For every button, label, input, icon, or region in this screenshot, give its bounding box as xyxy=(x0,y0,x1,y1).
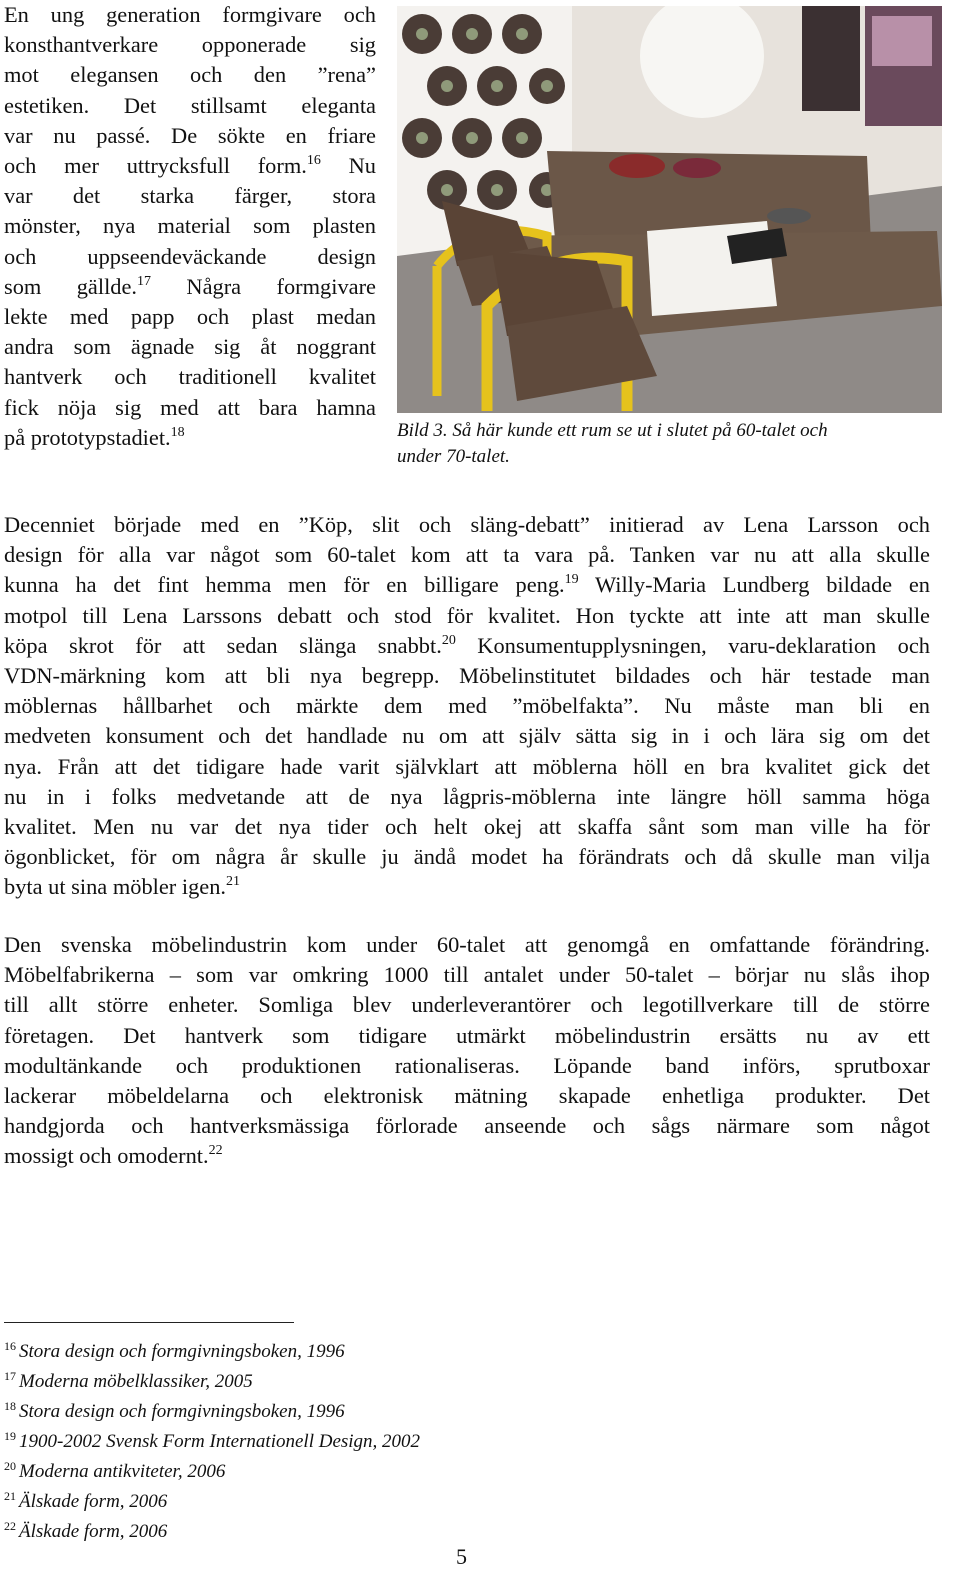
line-text-continued: Nu xyxy=(320,153,376,179)
line-text: kunna ha det fint hemma men för en billigare peng. xyxy=(4,572,565,598)
line-text: handgjorda och hantverksmässiga förlorade anseende och sågs närmare som något xyxy=(4,1113,930,1139)
line-text: till allt större enheter. Somliga blev underleverantörer och legotillverkare till de större xyxy=(4,992,930,1018)
room-photo xyxy=(397,6,942,413)
text-line xyxy=(4,1111,930,1141)
line-text: Den svenska möbelindustrin kom under 60-talet att genomgå en omfattande förändring. xyxy=(4,932,930,957)
footnote-number: 20 xyxy=(4,1459,16,1473)
text-line xyxy=(4,960,930,990)
footnote-source: Älskade form, 2006 xyxy=(19,1521,168,1542)
text-line xyxy=(4,752,930,782)
text-line xyxy=(4,1141,930,1171)
footnote-source: Stora design och formgivningsboken, 1996 xyxy=(19,1341,345,1362)
text-line xyxy=(4,812,930,842)
footnote-reference: 16 xyxy=(306,153,321,169)
text-line xyxy=(4,661,930,691)
text-line xyxy=(4,691,930,721)
text-line xyxy=(4,91,376,121)
line-text: En ung generation formgivare och xyxy=(4,2,376,27)
line-text: köpa skrot för att sedan slänga snabbt. xyxy=(4,632,442,658)
line-text: nu in i folks medvetande att de nya lågpris-möblerna inte längre höll samma höga xyxy=(4,783,930,809)
text-line xyxy=(4,782,930,812)
line-text: på prototypstadiet. xyxy=(4,424,171,450)
text-line xyxy=(4,302,376,332)
caption-line: under 70-talet. xyxy=(397,446,510,467)
footnote-reference: 22 xyxy=(208,1143,223,1159)
footnote-number: 21 xyxy=(4,1489,16,1503)
footnote-source: Moderna antikviteter, 2006 xyxy=(19,1461,226,1482)
line-text: VDN-märkning kom att bli nya begrepp. Möbelinstitutet bildades och här testade man xyxy=(4,663,930,689)
footnote-item xyxy=(4,1394,420,1424)
text-line xyxy=(4,121,376,151)
figure-caption xyxy=(397,418,937,470)
line-text: ögonblicket, för om några år skulle ju ändå modet ha förändrats och då skulle man vilja xyxy=(4,844,930,870)
footnote-item xyxy=(4,1424,420,1454)
line-text: mönster, nya material som plasten xyxy=(4,213,376,239)
footnote-source: Stora design och formgivningsboken, 1996 xyxy=(19,1401,345,1422)
text-line xyxy=(4,332,376,362)
text-line xyxy=(4,601,930,631)
text-line xyxy=(4,631,930,661)
text-line xyxy=(4,990,930,1020)
line-text: möblernas hållbarhet och märkte dem med ”möbelfakta”. Nu måste man bli en xyxy=(4,693,930,719)
line-text-continued: Willy-Maria Lundberg bildade en xyxy=(578,572,930,598)
text-line xyxy=(4,510,930,540)
room-photo-illustration xyxy=(397,6,942,413)
line-text: kvalitet. Men nu var det nya tider och helt okej att skaffa sånt som man ville ha för xyxy=(4,814,930,840)
footnote-source: Älskade form, 2006 xyxy=(19,1491,168,1512)
footnote-source: 1900-2002 Svensk Form Internationell Design, 2002 xyxy=(19,1431,421,1452)
text-line xyxy=(4,842,930,872)
line-text: hantverk och traditionell kvalitet xyxy=(4,364,376,390)
footnote-item xyxy=(4,1454,420,1484)
line-text: var nu passé. De sökte en friare xyxy=(4,122,376,148)
intro-paragraph xyxy=(4,0,376,453)
line-text: konsthantverkare opponerade sig xyxy=(4,32,376,58)
text-line xyxy=(4,242,376,272)
page-number: 5 xyxy=(456,1544,467,1569)
line-text: fick nöja sig med att bara hamna xyxy=(4,394,376,420)
text-line xyxy=(4,272,376,302)
footnote-item xyxy=(4,1334,420,1364)
footnote-number: 17 xyxy=(4,1369,16,1383)
footnote-source: Moderna möbelklassiker, 2005 xyxy=(19,1371,253,1392)
text-line xyxy=(4,872,930,902)
text-line xyxy=(4,423,376,453)
text-line xyxy=(4,1051,930,1081)
line-text: och mer uttrycksfull form. xyxy=(4,153,307,179)
text-line xyxy=(4,211,376,241)
line-text: modultänkande och produktionen rationaliseras. Löpande band införs, sprutboxar xyxy=(4,1052,930,1078)
footnote-reference: 19 xyxy=(564,572,579,588)
footnote-item xyxy=(4,1514,420,1544)
text-line xyxy=(4,151,376,181)
line-text-continued: Konsumentupplysningen, varu-deklaration och xyxy=(455,632,930,658)
text-line xyxy=(4,540,930,570)
line-text: andra som ägnade sig åt noggrant xyxy=(4,334,376,360)
line-text: var det starka färger, stora xyxy=(4,183,376,209)
footnote-item xyxy=(4,1364,420,1394)
body-paragraph-furniture-industry xyxy=(4,930,930,1172)
line-text: mossigt och omodernt. xyxy=(4,1143,209,1169)
footnote-number: 16 xyxy=(4,1339,16,1353)
footnote-number: 18 xyxy=(4,1399,16,1413)
line-text: byta ut sina möbler igen. xyxy=(4,874,226,900)
text-line xyxy=(4,721,930,751)
text-line xyxy=(4,30,376,60)
footnote-list xyxy=(4,1334,420,1544)
line-text: estetiken. Det stillsamt eleganta xyxy=(4,92,376,118)
line-text: mot elegansen och den ”rena” xyxy=(4,62,376,88)
footnote-reference: 20 xyxy=(441,632,456,648)
text-line xyxy=(4,570,930,600)
footnote-number: 19 xyxy=(4,1429,16,1443)
line-text: som gällde. xyxy=(4,273,138,299)
line-text: medveten konsument och det handlade nu om att själv sätta sig in i och lära sig om det xyxy=(4,723,930,749)
caption-line: Bild 3. Så här kunde ett rum se ut i slutet på 60-talet och xyxy=(397,420,828,441)
line-text: motpol till Lena Larssons debatt och stod för kvalitet. Hon tyckte att inte att man skulle xyxy=(4,602,930,628)
line-text: företagen. Det hantverk som tidigare utmärkt möbelindustrin ersätts nu av ett xyxy=(4,1022,930,1048)
text-line xyxy=(4,60,376,90)
text-line xyxy=(4,1021,930,1051)
footnote-item xyxy=(4,1484,420,1514)
line-text: Decenniet började med en ”Köp, slit och släng-debatt” initierad av Lena Larsson och xyxy=(4,512,930,537)
line-text: nya. Från att det tidigare hade varit självklart att möblerna höll en bra kvalitet gick det xyxy=(4,753,930,779)
footnote-number: 22 xyxy=(4,1519,16,1533)
text-line xyxy=(4,1081,930,1111)
line-text: design för alla var något som 60-talet kom att ta vara på. Tanken var nu att alla skulle xyxy=(4,542,930,568)
line-text: och uppseendeväckande design xyxy=(4,243,376,269)
line-text-continued: Några formgivare xyxy=(151,273,376,299)
footnote-reference: 17 xyxy=(137,273,152,289)
footnote-separator xyxy=(4,1322,294,1323)
text-line xyxy=(4,930,930,960)
footnote-reference: 18 xyxy=(170,424,185,440)
footnote-reference: 21 xyxy=(226,874,240,890)
line-text: lekte med papp och plast medan xyxy=(4,304,376,330)
line-text: lackerar möbeldelarna och elektronisk mätning skapade enhetliga produkter. Det xyxy=(4,1083,930,1109)
text-line xyxy=(4,393,376,423)
text-line xyxy=(4,181,376,211)
line-text: Möbelfabrikerna – som var omkring 1000 till antalet under 50-talet – börjar nu slås ihop xyxy=(4,962,930,988)
text-line xyxy=(4,0,376,30)
body-paragraph-consumer-debate xyxy=(4,510,930,903)
text-line xyxy=(4,362,376,392)
